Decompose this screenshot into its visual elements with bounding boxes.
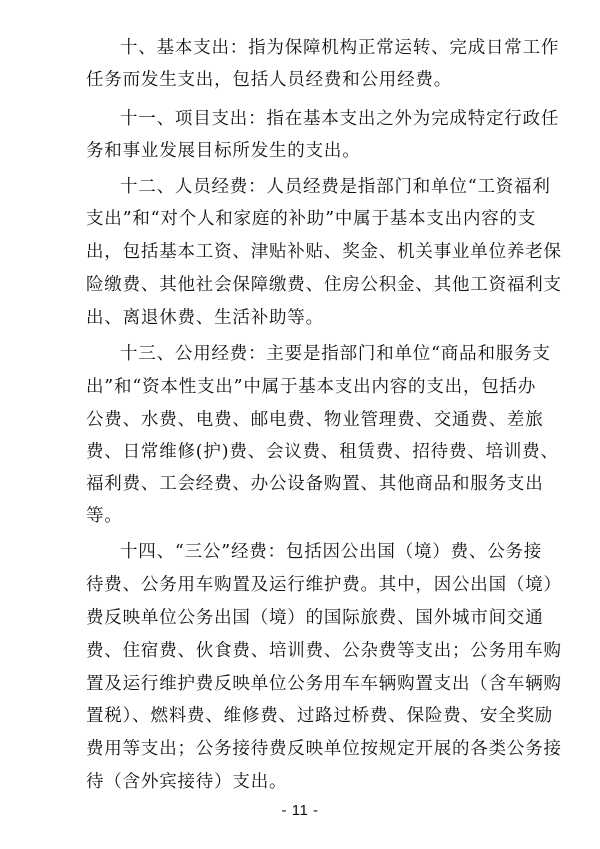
paragraph-12-line-5: 出、离退休费、生活补助等。 bbox=[86, 308, 324, 328]
paragraph-10-line-2: 任务而发生支出，包括人员经费和公用经费。 bbox=[86, 70, 452, 90]
paragraph-14-line-2: 待费、公务用车购置及运行维护费。其中，因公出国（境） bbox=[86, 575, 562, 595]
paragraph-11-line-2: 务和事业发展目标所发生的支出。 bbox=[86, 141, 361, 161]
paragraph-12-line-4: 险缴费、其他社会保障缴费、住房公积金、其他工资福利支 bbox=[86, 275, 562, 295]
paragraph-12-line-3: 出，包括基本工资、津贴补贴、奖金、机关事业单位养老保 bbox=[86, 242, 562, 262]
paragraph-14-line-5: 置及运行维护费反映单位公务用车车辆购置支出（含车辆购 bbox=[86, 674, 562, 694]
paragraph-14-line-8: 待（含外宾接待）支出。 bbox=[86, 772, 288, 792]
paragraph-14-line-3: 费反映单位公务出国（境）的国际旅费、国外城市间交通 bbox=[86, 608, 544, 628]
paragraph-14-line-7: 费用等支出；公务接待费反映单位按规定开展的各类公务接 bbox=[86, 739, 562, 759]
paragraph-13-line-2: 出”和“资本性支出”中属于基本支出内容的支出，包括办 bbox=[86, 377, 537, 397]
paragraph-13-line-3: 公费、水费、电费、邮电费、物业管理费、交通费、差旅 bbox=[86, 410, 544, 430]
page-number: - 11 - bbox=[281, 802, 319, 819]
paragraph-14-line-6: 置税）、燃料费、维修费、过路过桥费、保险费、安全奖励 bbox=[86, 706, 554, 726]
paragraph-14-line-4: 费、住宿费、伙食费、培训费、公杂费等支出；公务用车购 bbox=[86, 641, 562, 661]
paragraph-13-line-4: 费、日常维修(护)费、会议费、租赁费、招待费、培训费、 bbox=[86, 442, 559, 462]
paragraph-13-line-6: 等。 bbox=[86, 506, 123, 526]
paragraph-11-line-1: 十一、项目支出：指在基本支出之外为完成特定行政任 bbox=[120, 109, 560, 129]
paragraph-13-line-5: 福利费、工会经费、办公设备购置、其他商品和服务支出 bbox=[86, 474, 544, 494]
paragraph-12-line-1: 十二、人员经费：人员经费是指部门和单位“工资福利 bbox=[120, 177, 551, 197]
paragraph-12-line-2: 支出”和“对个人和家庭的补助”中属于基本支出内容的支 bbox=[86, 209, 537, 229]
paragraph-14-line-1: 十四、“三公”经费：包括因公出国（境）费、公务接 bbox=[120, 542, 543, 562]
paragraph-10-line-1: 十、基本支出：指为保障机构正常运转、完成日常工作 bbox=[120, 38, 560, 58]
paragraph-13-line-1: 十三、公用经费：主要是指部门和单位“商品和服务支 bbox=[120, 344, 551, 364]
